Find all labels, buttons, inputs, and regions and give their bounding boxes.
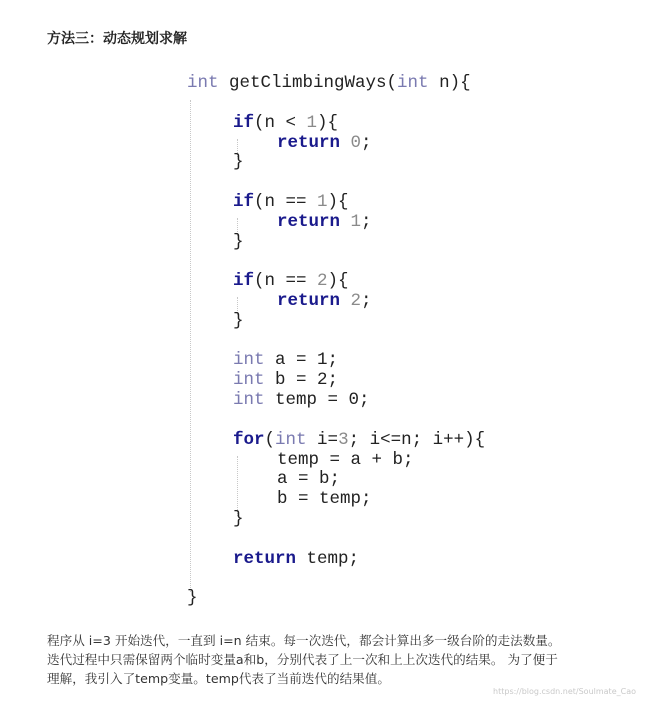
code-text: b = 2;	[264, 370, 339, 390]
code-line-return-temp	[233, 549, 359, 569]
code-line-if3	[233, 271, 349, 291]
code-type: int	[233, 350, 265, 370]
code-type: int	[233, 390, 265, 410]
code-text: a = b;	[277, 469, 341, 489]
code-line-return1	[277, 212, 372, 232]
code-text: (n <	[254, 113, 307, 133]
code-text: (n ==	[254, 192, 318, 212]
code-number: 0	[350, 133, 362, 153]
code-text: temp = 0;	[264, 390, 370, 410]
explanation-paragraph	[47, 631, 637, 688]
code-text: ;	[361, 212, 372, 232]
code-number: 2	[350, 291, 362, 311]
code-line-for	[233, 430, 485, 450]
code-text: ;	[361, 133, 372, 153]
code-text: getClimbingWays(	[218, 73, 398, 93]
code-keyword: if	[233, 271, 255, 291]
code-text: ;	[361, 291, 372, 311]
code-text: }	[233, 311, 244, 331]
code-type: int	[233, 370, 265, 390]
for-indent-guide	[237, 456, 238, 516]
code-number: 1	[350, 212, 362, 232]
code-text: n){	[428, 73, 471, 93]
code-line-if1	[233, 113, 338, 133]
code-text: (n ==	[254, 271, 318, 291]
code-text: ){	[327, 271, 349, 291]
code-line-signature	[187, 73, 471, 93]
code-text: i=	[306, 430, 339, 450]
code-text: ){	[327, 192, 349, 212]
paragraph-line-2: 迭代过程中只需保留两个临时变量a和b，分别代表了上一次和上上次迭代的结果。 为了便于	[47, 652, 558, 667]
code-line-return2	[277, 291, 372, 311]
section-heading: 方法三：动态规划求解	[47, 31, 187, 47]
code-number: 2	[317, 271, 328, 291]
code-line-decl-a	[233, 350, 338, 370]
function-indent-guide	[190, 100, 191, 592]
code-line-close4	[233, 509, 244, 529]
code-line-close-function	[187, 588, 198, 608]
watermark: https://blog.csdn.net/Soulmate_Cao	[493, 687, 636, 696]
code-line-close1	[233, 152, 244, 172]
code-text: ; i<=n; i++){	[348, 430, 486, 450]
code-keyword: return	[277, 212, 341, 232]
code-type: int	[397, 73, 429, 93]
code-line-if2	[233, 192, 349, 212]
code-text: }	[233, 509, 244, 529]
code-text: ){	[317, 113, 339, 133]
code-line-body3	[277, 489, 372, 509]
code-keyword: return	[277, 291, 341, 311]
code-keyword: if	[233, 192, 255, 212]
code-line-return0	[277, 133, 372, 153]
code-line-close3	[233, 311, 244, 331]
code-text: b = temp;	[277, 489, 372, 509]
code-line-body2	[277, 469, 340, 489]
code-keyword: return	[233, 549, 297, 569]
code-text: temp = a + b;	[277, 450, 414, 470]
code-text: a = 1;	[264, 350, 339, 370]
code-line-body1	[277, 450, 414, 470]
code-type: int	[187, 73, 219, 93]
code-type: int	[275, 430, 307, 450]
code-text: }	[187, 588, 198, 608]
code-line-decl-b	[233, 370, 338, 390]
code-keyword: for	[233, 430, 265, 450]
code-text: }	[233, 232, 244, 252]
code-text: }	[233, 152, 244, 172]
code-keyword: if	[233, 113, 255, 133]
code-number: 1	[317, 192, 328, 212]
code-line-close2	[233, 232, 244, 252]
code-text: temp;	[296, 549, 360, 569]
paragraph-line-3: 理解，我引入了temp变量。temp代表了当前迭代的结果值。	[47, 671, 390, 686]
code-line-decl-temp	[233, 390, 370, 410]
code-number: 3	[338, 430, 349, 450]
paragraph-line-1: 程序从 i=3 开始迭代，一直到 i=n 结束。每一次迭代，都会计算出多一级台阶的走法数量。	[47, 633, 561, 648]
code-number: 1	[306, 113, 318, 133]
code-text: (	[264, 430, 276, 450]
code-keyword: return	[277, 133, 341, 153]
